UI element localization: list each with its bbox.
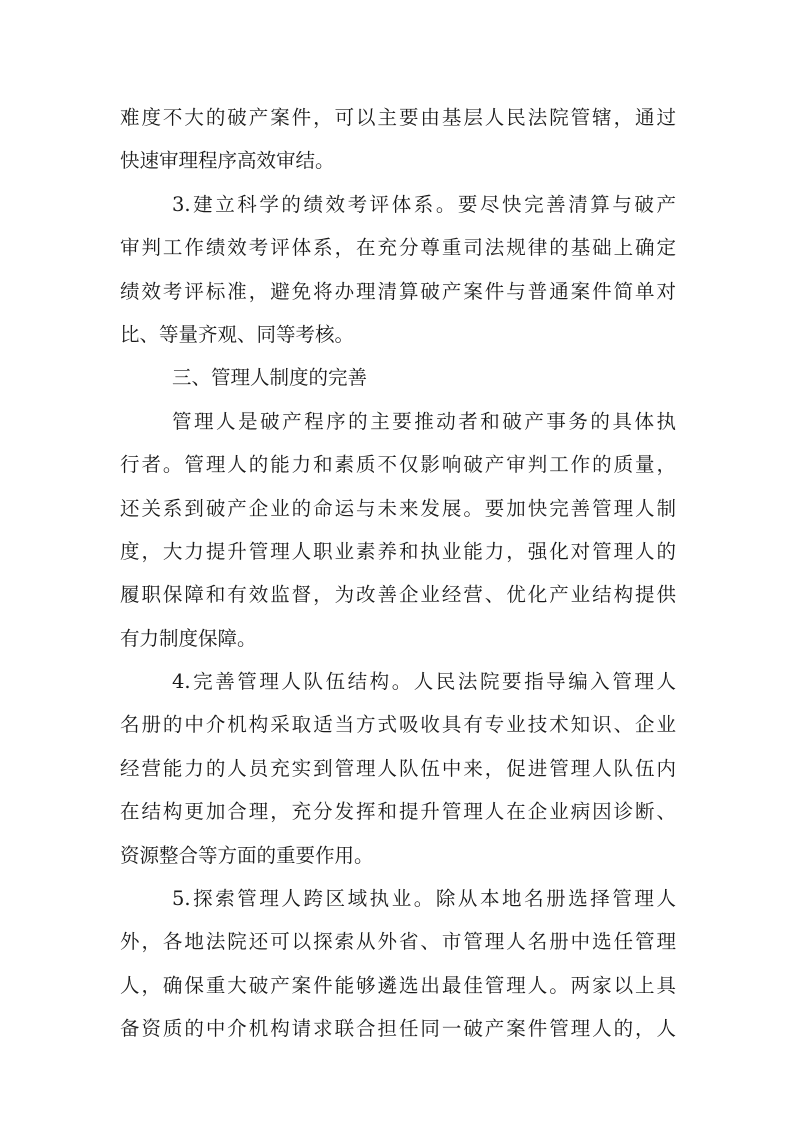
text-line: 资源整合等方面的重要作用。 [120, 843, 374, 867]
section-item-3-line: 3.建立科学的绩效考评体系。要尽快完善清算与破产 [172, 192, 676, 216]
text-line: 快速审理程序高效审结。 [120, 149, 335, 173]
text-line: 审判工作绩效考评体系，在充分尊重司法规律的基础上确定 [120, 236, 676, 260]
text-line: 外，各地法院还可以探索从外省、市管理人名册中选任管理 [120, 930, 676, 954]
text-line: 行者。管理人的能力和素质不仅影响破产审判工作的质量， [120, 453, 676, 477]
text-line: 人，确保重大破产案件能够遴选出最佳管理人。两家以上具 [120, 973, 676, 997]
section-heading: 三、管理人制度的完善 [172, 366, 368, 390]
text-line: 比、等量齐观、同等考核。 [120, 322, 355, 346]
text-line: 绩效考评标准，避免将办理清算破产案件与普通案件简单对 [120, 279, 676, 303]
section-item-5-line: 5.探索管理人跨区域执业。除从本地名册选择管理人 [172, 887, 676, 911]
text-line: 履职保障和有效监督，为改善企业经营、优化产业结构提供 [120, 583, 676, 607]
text-line: 经营能力的人员充实到管理人队伍中来，促进管理人队伍内 [120, 756, 676, 780]
text-line: 有力制度保障。 [120, 626, 257, 650]
text-line: 管理人是破产程序的主要推动者和破产事务的具体执 [172, 409, 676, 433]
text-line: 还关系到破产企业的命运与未来发展。要加快完善管理人制 [120, 496, 676, 520]
text-line: 在结构更加合理，充分发挥和提升管理人在企业病因诊断、 [120, 800, 676, 824]
text-line: 难度不大的破产案件，可以主要由基层人民法院管辖，通过 [120, 106, 676, 129]
section-item-4-line: 4.完善管理人队伍结构。人民法院要指导编入管理人 [172, 670, 676, 694]
document-page [120, 96, 676, 1051]
text-line: 名册的中介机构采取适当方式吸收具有专业技术知识、企业 [120, 713, 676, 737]
text-line: 度，大力提升管理人职业素养和执业能力，强化对管理人的 [120, 539, 676, 563]
text-line: 备资质的中介机构请求联合担任同一破产案件管理人的，人 [120, 1017, 676, 1041]
